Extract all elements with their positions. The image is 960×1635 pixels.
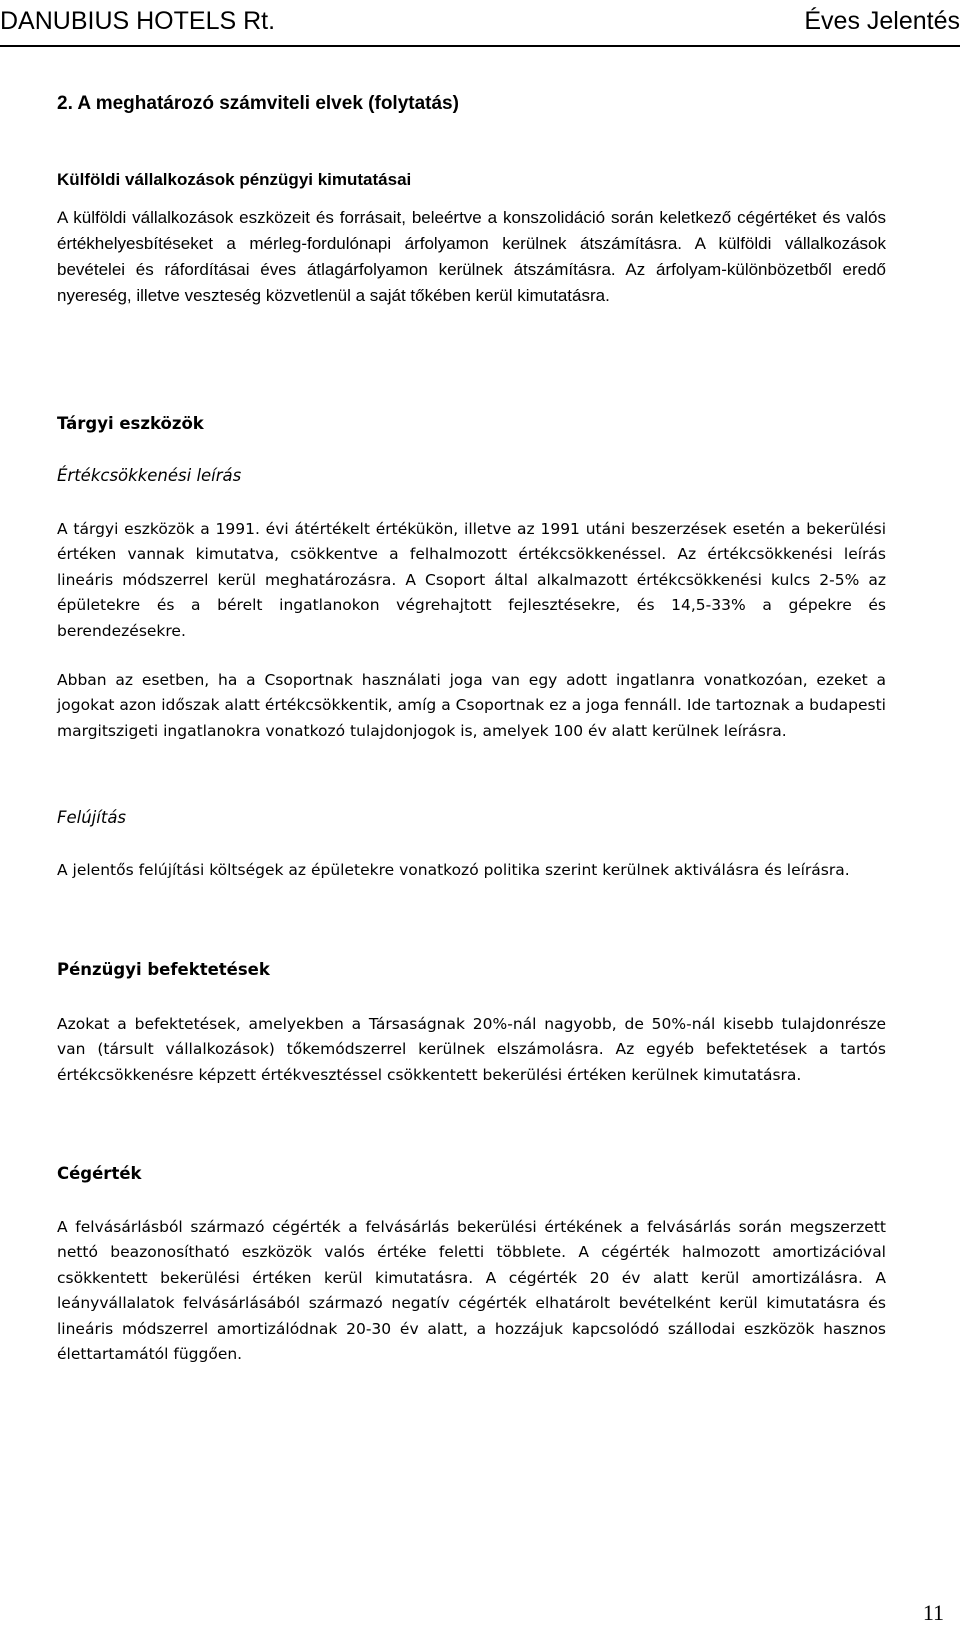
- foreign-subsidiaries-text: A külföldi vállalkozások eszközeit és forrásait, beleértve a konszolidáció során keletkező cégértéket és valós értékhelyesbítéseket a mérleg-fordulónapi árfolyamon kerülnek átszámításra. A külföldi vállalkozások bevételei és ráfordításai éves átlagárfolyamon kerülnek átszámításra. Az árfolyam-különbözetből eredő nyereség, illetve veszteség közvetlenül a saját tőkében kerül kimutatásra.: [57, 208, 886, 305]
- investments-title: Pénzügyi befektetések: [57, 960, 270, 979]
- fixed-assets-title: Tárgyi eszközök: [57, 414, 204, 433]
- renovation-title: Felújítás: [57, 808, 127, 827]
- goodwill-text: A felvásárlásból származó cégérték a felvásárlás bekerülési értékének a felvásárlás során megszerzett nettó beazonosítható eszközök valós értéke feletti többlete. A cégérték halmozott amortizációval csökkentett bekerülési értéken kerül kimutatásra. A cégérték 20 év alatt kerül amortizálásra. A leányvállalatok felvásárlásából származó negatív cégérték elhatárolt bevételként kerül kimutatásra és lineáris módszerrel amortizálódnak 20-30 év alatt, a hozzájuk kapcsolódó szállodai eszközök hasznos élettartamától függően.: [57, 1218, 886, 1364]
- section-title: 2. A meghatározó számviteli elvek (folytatás): [57, 93, 459, 114]
- foreign-subsidiaries-title: Külföldi vállalkozások pénzügyi kimutatásai: [57, 170, 412, 189]
- depreciation-paragraph-1: A tárgyi eszközök a 1991. évi átértékelt értékükön, illetve az 1991 utáni beszerzések esetén a bekerülési értéken vannak kimutatva, csökkentve a felhalmozott értékcsökkenéssel. Az értékcsökkenési leírás lineáris módszerrel kerül meghatározásra. A Csoport által alkalmazott értékcsökkenési kulcs 2-5% az épületekre és a bérelt ingatlanokon végrehajtott fejlesztésekre, és 14,5-33% a gépekre és berendezésekre.: [57, 520, 886, 640]
- page-number: 11: [922, 1600, 944, 1625]
- depreciation-paragraph-2: Abban az esetben, ha a Csoportnak használati joga van egy adott ingatlanra vonatkozóan, ezeket a jogokat azon időszak alatt értékcsökkentik, amíg a Csoportnak ez a joga fennáll. Ide tartoznak a budapesti margitszigeti ingatlanokra vonatkozó tulajdonjogok is, amelyek 100 év alatt kerülnek leírásra.: [57, 671, 886, 740]
- page-header: [0, 0, 960, 34]
- goodwill-title: Cégérték: [57, 1164, 142, 1183]
- investments-text: Azokat a befektetések, amelyekben a Társaságnak 20%-nál nagyobb, de 50%-nál kisebb tulajdonrésze van (társult vállalkozások) tőkemódszerrel kerülnek elszámolásra. Az egyéb befektetések a tartós értékcsökkenésre képzett értékvesztéssel csökkentett bekerülési értéken kerülnek kimutatásra.: [57, 1015, 886, 1084]
- company-name: DANUBIUS HOTELS Rt.: [0, 7, 276, 35]
- report-title: Éves Jelentés: [804, 7, 960, 35]
- renovation-text: A jelentős felújítási költségek az épületekre vonatkozó politika szerint kerülnek aktiválásra és leírásra.: [57, 861, 850, 879]
- depreciation-title: Értékcsökkenési leírás: [57, 466, 242, 485]
- header-rule: [0, 45, 960, 47]
